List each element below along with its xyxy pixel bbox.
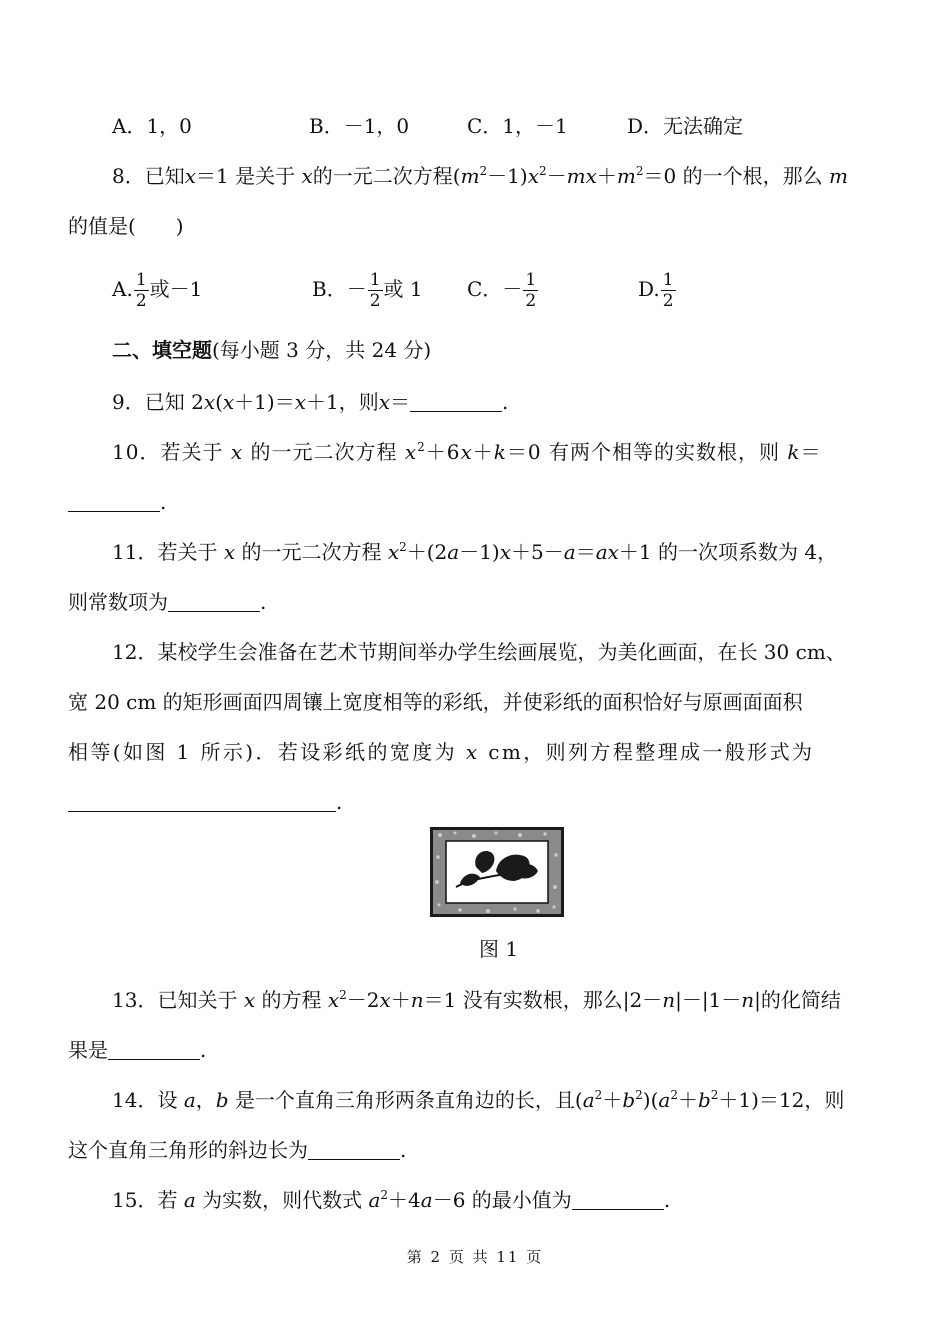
figure-caption: 图 1 xyxy=(479,937,519,961)
q15-sup: 2 xyxy=(380,1188,389,1202)
q11-p2: ＋(2 xyxy=(406,540,448,564)
q13-p1: 的方程 xyxy=(261,988,322,1012)
q8-x: x xyxy=(184,164,197,188)
q8-sup: 2 xyxy=(538,164,547,178)
q14-a: a xyxy=(658,1088,671,1112)
page-footer: 第 2 页 共 11 页 xyxy=(406,1248,544,1266)
q10-x: x xyxy=(460,440,473,464)
q11-end: . xyxy=(260,590,267,614)
q15-line xyxy=(112,1186,670,1214)
q10-p5: ＝ xyxy=(800,440,822,464)
q11-x: x xyxy=(223,540,236,564)
fraction-den: 2 xyxy=(135,291,147,311)
q15-p3: －6 的最小值为 xyxy=(432,1188,572,1212)
q12-line1: 12．某校学生会准备在艺术节期间举办学生绘画展览，为美化画面，在长 30 cm、 xyxy=(112,640,846,664)
q11-x: x xyxy=(499,540,512,564)
q11-a: a xyxy=(595,540,608,564)
q7-option-d: D．无法确定 xyxy=(627,114,744,138)
fraction-den: 2 xyxy=(662,291,674,311)
q13-x: x xyxy=(327,988,340,1012)
fraction-num: 1 xyxy=(369,270,381,290)
q13-line2-text: 果是 xyxy=(68,1038,108,1062)
answer-blank[interactable] xyxy=(410,391,502,412)
fraction-num: 1 xyxy=(525,270,537,290)
q8-option-d-label: D. xyxy=(638,277,660,301)
q14-sup: 2 xyxy=(710,1088,719,1102)
q10-sup: 2 xyxy=(417,440,426,454)
answer-blank[interactable] xyxy=(168,591,260,612)
q10-end: . xyxy=(160,490,167,514)
q13-line2 xyxy=(68,1036,206,1064)
q8-x: x xyxy=(527,164,539,188)
q14-a: a xyxy=(183,1088,196,1112)
q10-line2 xyxy=(68,488,166,516)
q12-line3-a: 相等(如图 1 所示)．若设彩纸的宽度为 xyxy=(68,740,458,764)
q8-m: m xyxy=(828,164,848,188)
q12-end: . xyxy=(336,790,343,814)
q13-line1 xyxy=(112,986,841,1014)
q8-option-a xyxy=(112,270,202,311)
q14-b: b xyxy=(215,1088,229,1112)
q8-prefix: 8．已知 xyxy=(112,164,185,188)
q14-sup: 2 xyxy=(635,1088,643,1102)
answer-blank[interactable] xyxy=(68,491,160,512)
q9-line xyxy=(112,388,508,416)
q14-p1: ， xyxy=(195,1088,216,1112)
q12-line3-b: cm，则列方程整理成一般形式为 xyxy=(488,740,815,764)
q8-line2: 的值是( ) xyxy=(68,214,184,238)
q11-line2-text: 则常数项为 xyxy=(68,590,168,614)
q14-prefix: 14．设 xyxy=(112,1088,178,1112)
q9-p2: ＋1)＝ xyxy=(234,390,295,414)
q9-x: x xyxy=(378,390,391,414)
q14-p6: ＋1)＝12，则 xyxy=(718,1088,845,1112)
q13-n: n xyxy=(410,988,424,1012)
answer-blank[interactable] xyxy=(308,1139,400,1160)
q14-line2 xyxy=(68,1136,406,1164)
answer-blank[interactable] xyxy=(108,1039,200,1060)
q11-p4: ＋5－ xyxy=(511,540,564,564)
q15-prefix: 15．若 xyxy=(112,1188,178,1212)
q8-m: m xyxy=(566,164,586,188)
q7-option-a: A．1，0 xyxy=(112,114,192,138)
q7-option-b: B．－1，0 xyxy=(309,114,410,138)
q8-mid: 的一元二次方程( xyxy=(312,164,461,188)
q7-option-c: C．1，－1 xyxy=(467,114,568,138)
q11-a: a xyxy=(447,540,460,564)
q8-option-b-label: B．－ xyxy=(312,277,367,301)
q8-eq0: ＝0 的一个根，那么 xyxy=(643,164,823,188)
q10-k: k xyxy=(787,440,801,464)
q9-p1: ( xyxy=(215,390,223,414)
q8-sup: 2 xyxy=(479,164,488,178)
fraction-num: 1 xyxy=(135,270,147,290)
q11-sup: 2 xyxy=(399,540,407,554)
q15-end: . xyxy=(663,1188,671,1212)
q11-p5: ＝ xyxy=(575,540,596,564)
q13-p2: －2 xyxy=(346,988,380,1012)
q8-option-c xyxy=(467,270,539,311)
q9-end: . xyxy=(502,390,509,414)
q13-p4: ＝1 没有实数根，那么|2－ xyxy=(423,988,663,1012)
q8-option-a-tail: 或－1 xyxy=(149,277,203,301)
q14-p2: 是一个直角三角形两条直角边的长，且( xyxy=(234,1088,583,1112)
fraction-num: 1 xyxy=(662,270,674,290)
fraction xyxy=(523,270,538,311)
q11-p1: 的一元二次方程 xyxy=(241,540,382,564)
q9-prefix: 9．已知 2 xyxy=(112,390,204,414)
q14-p3: ＋ xyxy=(602,1088,623,1112)
q10-k: k xyxy=(493,440,507,464)
q8-line1 xyxy=(112,162,848,190)
q14-a: a xyxy=(582,1088,595,1112)
q8-minus: － xyxy=(546,164,567,188)
q14-line2-text: 这个直角三角形的斜边长为 xyxy=(68,1138,308,1162)
q10-line1 xyxy=(112,438,821,466)
q10-p3: ＋ xyxy=(472,440,494,464)
fraction-den: 2 xyxy=(525,291,537,311)
q8-option-b xyxy=(312,270,423,311)
q9-x: x xyxy=(294,390,306,414)
q11-prefix: 11．若关于 xyxy=(112,540,218,564)
q10-x: x xyxy=(230,440,244,464)
q12-line2: 宽 20 cm 的矩形画面四周镶上宽度相等的彩纸，并使彩纸的面积恰好与原画面面积 xyxy=(68,690,803,714)
q14-sup: 2 xyxy=(670,1088,678,1102)
q8-x: x xyxy=(301,164,313,188)
section-2-heading xyxy=(112,336,431,364)
q13-n: n xyxy=(741,988,755,1012)
fraction-den: 2 xyxy=(369,291,381,311)
q9-p3: ＋1，则 xyxy=(306,390,379,414)
q12-x: x xyxy=(465,740,480,764)
q8-minus1: －1) xyxy=(487,164,528,188)
q14-line1 xyxy=(112,1086,844,1114)
q14-p5: ＋ xyxy=(677,1088,698,1112)
q11-p6: ＋1 的一次项系数为 4， xyxy=(618,540,838,564)
q11-p3: －1) xyxy=(459,540,500,564)
q12-line3 xyxy=(68,738,814,766)
q15-a: a xyxy=(368,1188,381,1212)
q11-x: x xyxy=(387,540,400,564)
fraction xyxy=(134,270,149,311)
q14-end: . xyxy=(400,1138,407,1162)
q14-p4: )( xyxy=(642,1088,659,1112)
q13-p5: |－|1－ xyxy=(675,988,742,1012)
q10-p4: ＝0 有两个相等的实数根，则 xyxy=(506,440,780,464)
q9-x: x xyxy=(222,390,235,414)
q8-option-a-label: A. xyxy=(112,277,133,301)
fraction xyxy=(368,270,383,311)
q15-a: a xyxy=(420,1188,433,1212)
q13-x: x xyxy=(243,988,256,1012)
q13-p3: ＋ xyxy=(390,988,411,1012)
q8-x: x xyxy=(585,164,597,188)
q14-b: b xyxy=(697,1088,711,1112)
q11-x: x xyxy=(607,540,619,564)
q13-n: n xyxy=(662,988,676,1012)
q14-sup: 2 xyxy=(594,1088,603,1102)
q10-prefix: 10．若关于 xyxy=(112,440,224,464)
q15-p1: 为实数，则代数式 xyxy=(202,1188,363,1212)
q9-p4: ＝ xyxy=(390,390,411,414)
answer-blank[interactable] xyxy=(68,791,336,812)
q13-x: x xyxy=(379,988,391,1012)
q8-option-c-label: C．－ xyxy=(467,277,523,301)
q8-option-b-tail: 或 1 xyxy=(383,277,423,301)
q11-line2 xyxy=(68,588,266,616)
q8-option-d xyxy=(638,270,677,311)
q11-line1 xyxy=(112,538,837,566)
q15-p2: ＋4 xyxy=(388,1188,421,1212)
q8-sup: 2 xyxy=(635,164,644,178)
q8-m: m xyxy=(460,164,480,188)
answer-blank[interactable] xyxy=(572,1189,664,1210)
q10-p2: ＋6 xyxy=(425,440,461,464)
section-2-title: 二、填空题 xyxy=(112,338,212,362)
q12-line4 xyxy=(68,788,342,816)
q13-prefix: 13．已知关于 xyxy=(112,988,238,1012)
figure-1-framed-painting xyxy=(430,827,564,917)
q10-x: x xyxy=(404,440,418,464)
q15-a: a xyxy=(183,1188,196,1212)
q14-b: b xyxy=(622,1088,636,1112)
q13-p6: |的化简结 xyxy=(754,988,841,1012)
q10-p1: 的一元二次方程 xyxy=(250,440,398,464)
q11-a: a xyxy=(563,540,576,564)
fraction xyxy=(661,270,676,311)
q8-m: m xyxy=(616,164,636,188)
q13-end: . xyxy=(200,1038,207,1062)
q8-plus: ＋ xyxy=(596,164,617,188)
section-2-note: (每小题 3 分，共 24 分) xyxy=(212,338,432,362)
q8-cond: ＝1 是关于 xyxy=(196,164,296,188)
q13-sup: 2 xyxy=(339,988,347,1002)
q9-x: x xyxy=(203,390,216,414)
